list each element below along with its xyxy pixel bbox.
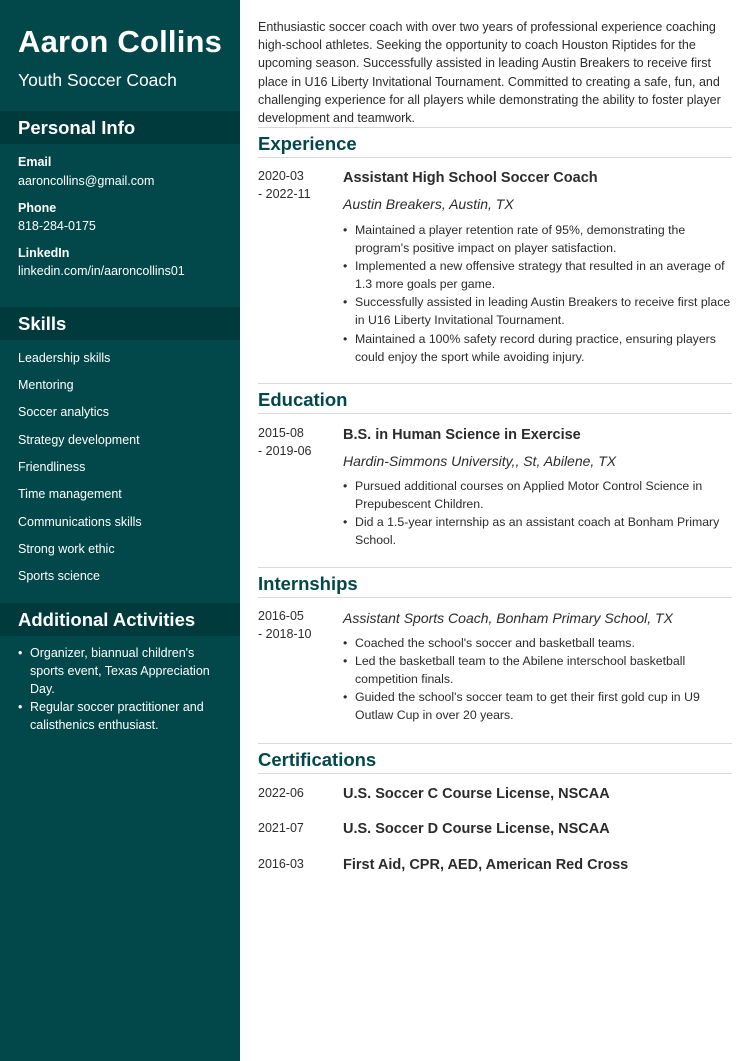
cert-name: First Aid, CPR, AED, American Red Cross <box>343 857 629 873</box>
experience-bullets <box>343 221 733 366</box>
internship-date-end: - 2018-10 <box>258 627 312 641</box>
section-divider <box>258 413 732 414</box>
internship-date-start: 2016-05 <box>258 609 304 623</box>
phone-label: Phone <box>18 201 57 215</box>
activities-heading: Additional Activities <box>0 603 240 636</box>
certifications-heading: Certifications <box>258 749 377 770</box>
phone-value[interactable]: 818-284-0175 <box>18 219 96 233</box>
internships-heading: Internships <box>258 573 358 594</box>
section-divider <box>258 157 732 158</box>
cert-name: U.S. Soccer C Course License, NSCAA <box>343 786 610 802</box>
skill-item: Sports science <box>18 569 100 583</box>
cert-date: 2022-06 <box>258 786 304 800</box>
section-divider <box>258 773 732 774</box>
cert-name: U.S. Soccer D Course License, NSCAA <box>343 821 610 837</box>
skill-item: Leadership skills <box>18 351 111 365</box>
bullet-item: • Led the basketball team to the Abilene interschool basketball competition finals. <box>343 652 733 688</box>
internship-bullets <box>343 634 733 724</box>
education-bullets <box>343 477 733 549</box>
section-divider <box>258 127 732 128</box>
email-label: Email <box>18 155 52 169</box>
linkedin-label: LinkedIn <box>18 246 70 260</box>
section-divider <box>258 743 732 744</box>
skills-heading: Skills <box>0 307 240 340</box>
internship-org: Assistant Sports Coach, Bonham Primary School, TX <box>343 610 673 626</box>
experience-date-end: - 2022-11 <box>258 187 311 201</box>
bullet-item: • Pursued additional courses on Applied Motor Control Science in Prepubescent Children. <box>343 477 733 513</box>
skill-item: Strong work ethic <box>18 542 115 556</box>
experience-date-start: 2020-03 <box>258 169 304 183</box>
bullet-item: • Implemented a new offensive strategy that resulted in an average of 1.3 more goals per game. <box>343 257 733 293</box>
skill-item: Time management <box>18 487 122 501</box>
skill-item: Soccer analytics <box>18 405 110 419</box>
education-date-start: 2015-08 <box>258 426 304 440</box>
bullet-item: • Did a 1.5-year internship as an assistant coach at Bonham Primary School. <box>343 513 733 549</box>
bullet-item: • Coached the school's soccer and basketball teams. <box>343 634 733 652</box>
education-date-end: - 2019-06 <box>258 444 312 458</box>
skill-item: Friendliness <box>18 460 86 474</box>
education-degree: B.S. in Human Science in Exercise <box>343 427 581 443</box>
candidate-role: Youth Soccer Coach <box>18 70 177 90</box>
experience-org: Austin Breakers, Austin, TX <box>343 196 514 212</box>
bullet-item: • Guided the school's soccer team to get their first gold cup in U9 Outlaw Cup in over 20 years. <box>343 688 733 724</box>
section-divider <box>258 567 732 568</box>
section-divider <box>258 383 732 384</box>
experience-heading: Experience <box>258 133 357 154</box>
bullet-item: • Maintained a player retention rate of 95%, demonstrating the program's positive impact on player satisfaction. <box>343 221 733 257</box>
education-heading: Education <box>258 389 348 410</box>
skill-item: Strategy development <box>18 433 140 447</box>
activities-list <box>18 644 228 734</box>
activity-item: • Regular soccer practitioner and calisthenics enthusiast. <box>18 698 228 734</box>
linkedin-value[interactable]: linkedin.com/in/aaroncollins01 <box>18 264 185 278</box>
candidate-name: Aaron Collins <box>18 24 223 59</box>
skill-item: Communications skills <box>18 515 142 529</box>
profile-summary: Enthusiastic soccer coach with over two years of professional experience coaching high-school athletes. Seeking the opportunity to coach Houston Riptides for the upcoming season. Successfully assisted in leading Austin Breakers to receive first place in U16 Liberty Invitational Tournament. Committed to creating a safe, fun, and challenging experience for all players while demonstrating the ability to foster player development and teamwork. <box>258 20 721 126</box>
experience-job-title: Assistant High School Soccer Coach <box>343 170 598 186</box>
education-school: Hardin-Simmons University,, St, Abilene, TX <box>343 453 617 469</box>
bullet-item: • Successfully assisted in leading Austin Breakers to receive first place in U16 Liberty Invitational Tournament. <box>343 293 733 329</box>
skill-item: Mentoring <box>18 378 74 392</box>
email-value[interactable]: aaroncollins@gmail.com <box>18 174 155 188</box>
cert-date: 2016-03 <box>258 857 304 871</box>
section-divider <box>258 597 732 598</box>
cert-date: 2021-07 <box>258 821 304 835</box>
activity-item: • Organizer, biannual children's sports event, Texas Appreciation Day. <box>18 644 228 698</box>
sidebar <box>0 0 240 1061</box>
personal-info-heading: Personal Info <box>0 111 240 144</box>
bullet-item: • Maintained a 100% safety record during practice, ensuring players could enjoy the sport while avoiding injury. <box>343 330 733 366</box>
